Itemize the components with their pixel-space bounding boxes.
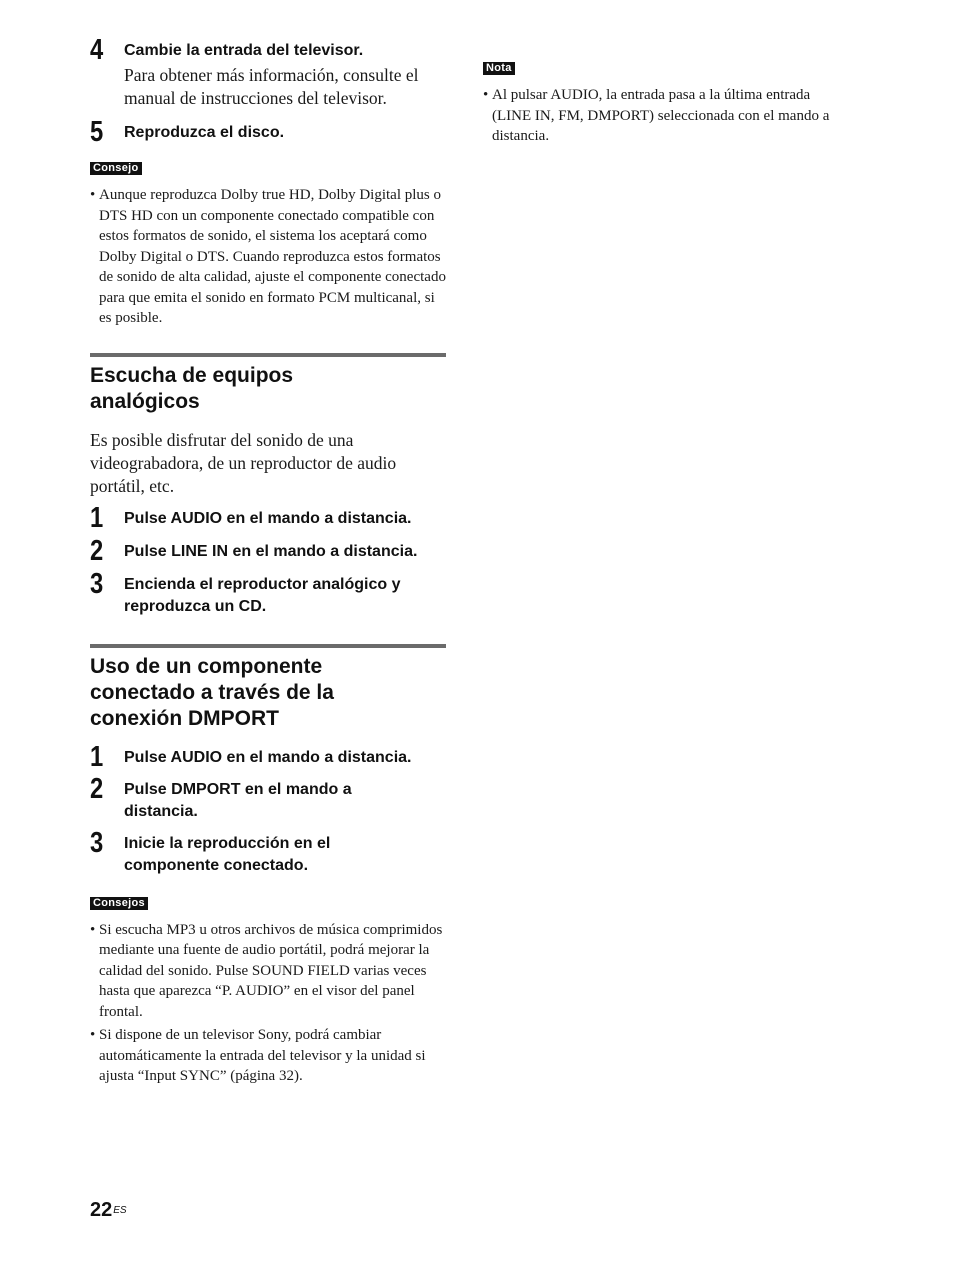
section-title-analog <box>90 363 446 415</box>
step-number: 3 <box>90 567 104 600</box>
step-title: Inicie la reproducción en el componente conectado. <box>124 834 331 874</box>
note-list <box>483 85 835 147</box>
step-number: 3 <box>90 826 104 859</box>
tip-block <box>90 158 446 329</box>
section-title-dmport <box>90 654 446 732</box>
left-column <box>90 34 446 1087</box>
section-title-line: analógicos <box>90 389 200 413</box>
section-title-line: Escucha de equipos <box>90 363 294 387</box>
step-title: Pulse AUDIO en el mando a distancia. <box>124 509 412 527</box>
step-number: 4 <box>90 34 104 66</box>
dmport-step-3 <box>90 826 446 877</box>
section-title-line: conectado a través de la <box>90 680 334 704</box>
tip-list <box>90 185 446 329</box>
step-number: 2 <box>90 772 104 805</box>
step-title: Pulse DMPORT en el mando a distancia. <box>124 780 352 820</box>
step-title: Cambie la entrada del televisor. <box>124 42 364 59</box>
step-title: Encienda el reproductor analógico y reproduzca un CD. <box>124 575 401 615</box>
step-number: 2 <box>90 534 104 567</box>
tips-block <box>90 893 446 1087</box>
step-number: 1 <box>90 501 104 534</box>
tip-item: • Aunque reproduzca Dolby true HD, Dolby Digital plus o DTS HD con un componente conectado compatible con estos formatos de sonido, el sistema los aceptará como Dolby Digital o DTS. Cuando reproduzca estos formatos de sonido de alta calidad, ajuste el componente conectado para que emita el sonido en formato PCM multicanal, si es posible. <box>90 185 446 329</box>
tips-item: • Si dispone de un televisor Sony, podrá cambiar automáticamente la entrada del televisor y la unidad si ajusta “Input SYNC” (página 32). <box>90 1025 446 1087</box>
section-title-line: conexión DMPORT <box>90 706 280 730</box>
page-number <box>90 1198 127 1222</box>
page-number-value: 22 <box>90 1199 113 1221</box>
step-title: Pulse AUDIO en el mando a distancia. <box>124 748 412 766</box>
step-number: 1 <box>90 740 104 773</box>
note-item: • Al pulsar AUDIO, la entrada pasa a la última entrada (LINE IN, FM, DMPORT) seleccionada con el mando a distancia. <box>483 85 835 147</box>
note-label: Nota <box>483 62 515 75</box>
tips-list <box>90 920 446 1087</box>
tips-label: Consejos <box>90 897 148 910</box>
step-5 <box>90 116 446 148</box>
section-divider <box>90 644 446 648</box>
dmport-step-1 <box>90 740 446 773</box>
section-title-line: Uso de un componente <box>90 654 323 678</box>
step-title: Pulse LINE IN en el mando a distancia. <box>124 542 418 560</box>
tip-label: Consejo <box>90 162 142 175</box>
step-body: Para obtener más información, consulte el manual de instrucciones del televisor. <box>124 65 419 108</box>
analog-step-2 <box>90 534 446 567</box>
step-title: Reproduzca el disco. <box>124 124 285 141</box>
page-language: ES <box>113 1205 127 1216</box>
dmport-step-2 <box>90 772 446 823</box>
right-column <box>483 58 863 147</box>
section-divider <box>90 353 446 357</box>
step-number: 5 <box>90 116 104 148</box>
tips-item: • Si escucha MP3 u otros archivos de música comprimidos mediante una fuente de audio portátil, podrá mejorar la calidad del sonido. Pulse SOUND FIELD varias veces hasta que aparezca “P. AUDIO” en el visor del panel frontal. <box>90 920 446 1023</box>
analog-step-1 <box>90 501 446 534</box>
step-4 <box>90 34 446 110</box>
section-intro: Es posible disfrutar del sonido de una videograbadora, de un reproductor de audio portátil, etc. <box>90 429 397 496</box>
analog-step-3 <box>90 567 446 618</box>
